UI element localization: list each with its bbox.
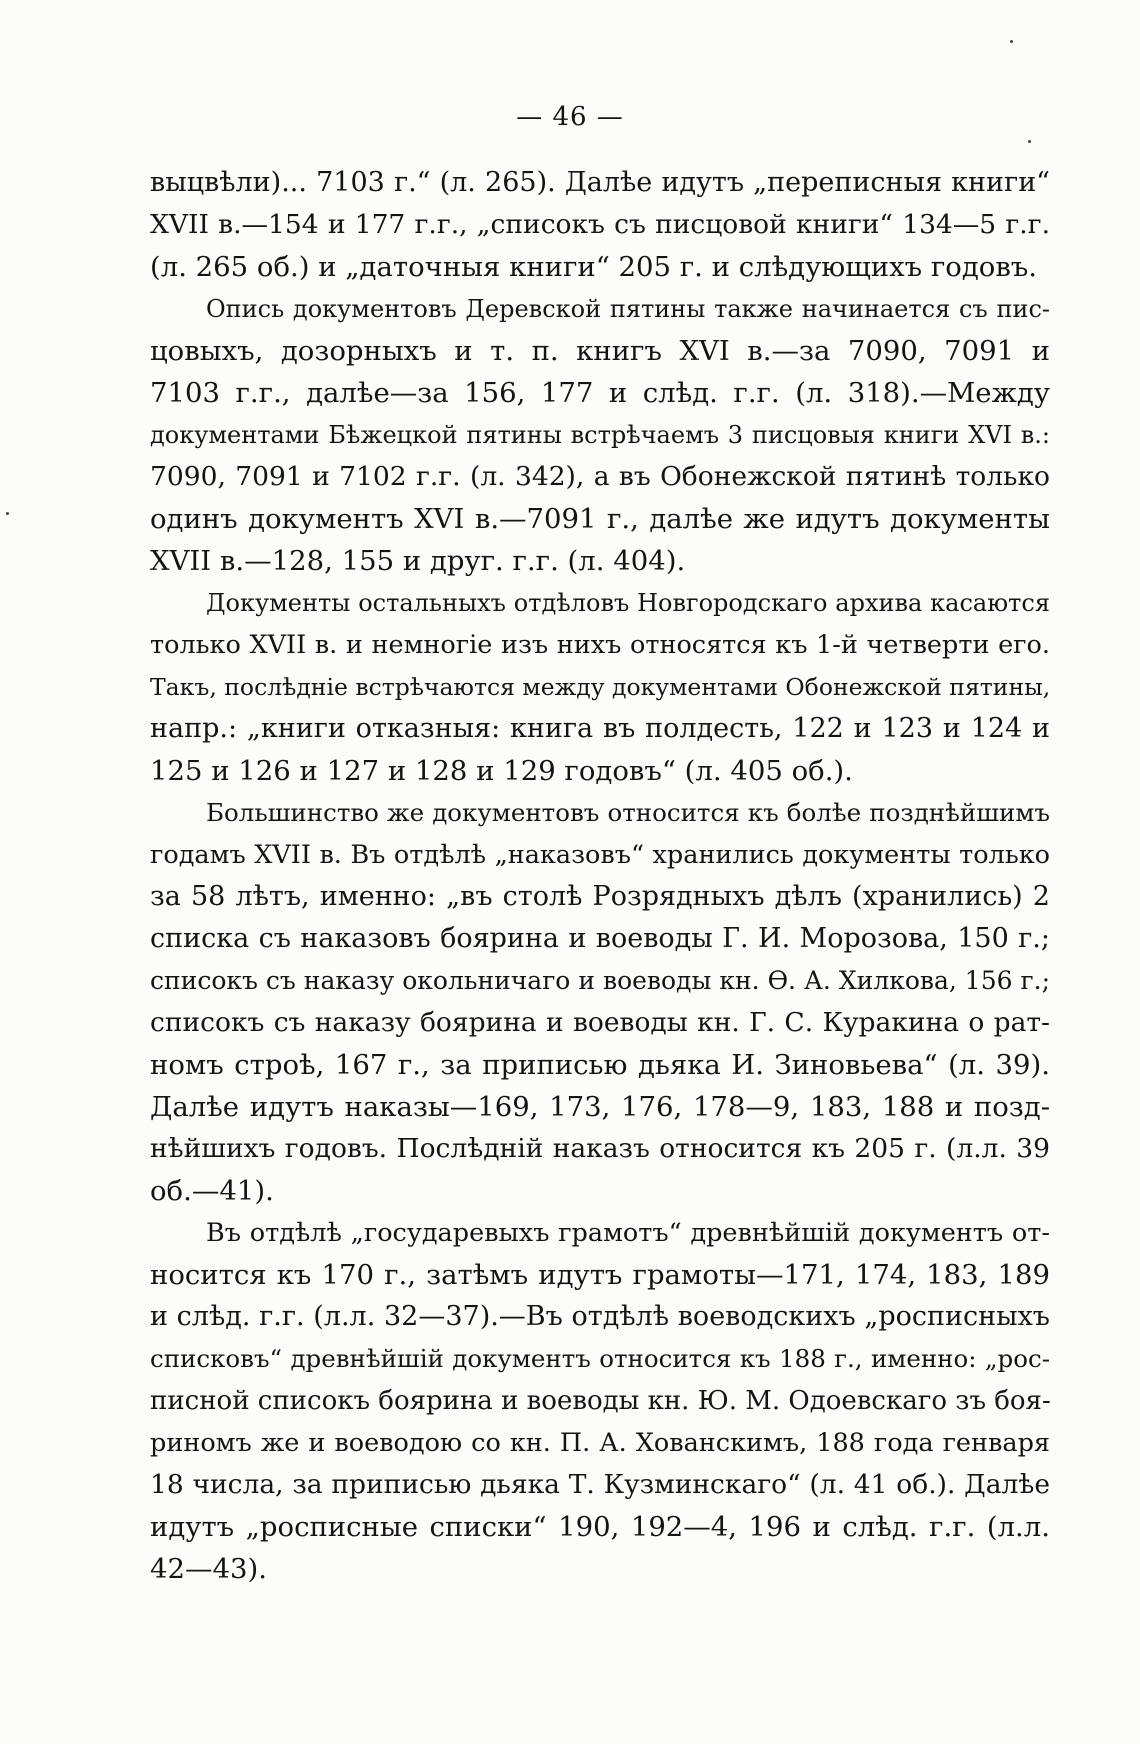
text-line: Опись документовъ Деревской пятины также начинается съ пис-: [206, 295, 1050, 323]
text-line: напр.: „книги отказныя: книга въ полдесть, 122 и 123 и 124 и: [150, 713, 1050, 744]
text-line: риномъ же и воеводою со кн. П. А. Хованскимъ, 188 года генваря: [150, 1428, 1050, 1458]
text-line: номъ строѣ, 167 г., за приписью дьяка И. Зиновьева“ (л. 39).: [150, 1049, 1050, 1081]
text-line: выцвѣли)... 7103 г.“ (л. 265). Далѣе идутъ „переписныя книги“: [150, 167, 1050, 198]
text-line: Въ отдѣлѣ „государевыхъ грамотъ“ древнѣйшій документъ от-: [206, 1218, 1050, 1248]
text-line: годамъ XVII в. Въ отдѣлѣ „наказовъ“ хранились документы только: [150, 840, 1050, 870]
text-line: списокъ съ наказу боярина и воеводы кн. Г. С. Куракина о рат-: [150, 1007, 1050, 1038]
text-line: цовыхъ, дозорныхъ и т. п. книгъ XVI в.—за 7090, 7091 и: [150, 335, 1050, 367]
page-number: — 46 —: [516, 102, 624, 132]
paragraph: [150, 162, 1050, 288]
text-line: Далѣе идутъ наказы—169, 173, 176, 178—9, 183, 188 и позд-: [150, 1091, 1050, 1123]
paragraph: [150, 792, 1050, 1212]
text-line: 18 числа, за приписью дьяка Т. Кузминскаго“ (л. 41 об.). Далѣе: [150, 1469, 1050, 1500]
text-line: списка съ наказовъ боярина и воеводы Г. И. Морозова, 150 г.;: [150, 923, 1050, 954]
text-line: 7090, 7091 и 7102 г.г. (л. 342), а въ Обонежской пятинѣ только: [150, 461, 1050, 492]
text-line: носится къ 170 г., затѣмъ идутъ грамоты—171, 174, 183, 189: [150, 1259, 1050, 1291]
paragraph: [150, 288, 1050, 582]
text-line: Большинство же документовъ относится къ болѣе позднѣйшимъ: [206, 798, 1050, 827]
paragraph: [150, 1212, 1050, 1590]
text-line: об.—41).: [150, 1175, 274, 1207]
text-line: списковъ“ древнѣйшій документъ относится къ 188 г., именно: „рос-: [150, 1344, 1050, 1373]
text-line: 42—43).: [150, 1553, 267, 1585]
text-line: 7103 г.г., далѣе—за 156, 177 и слѣд. г.г. (л. 318).—Между: [150, 377, 1050, 409]
text-line: только XVII в. и немногіе изъ нихъ относятся къ 1-й четверти его.: [150, 630, 1050, 660]
text-line: за 58 лѣтъ, именно: „въ столѣ Розрядныхъ дѣлъ (хранились) 2: [150, 881, 1050, 912]
text-line: одинъ документъ XVI в.—7091 г., далѣе же идутъ документы: [150, 503, 1050, 535]
text-line: 125 и 126 и 127 и 128 и 129 годовъ“ (л. 405 об.).: [150, 755, 853, 787]
scan-speck: [1028, 140, 1031, 143]
paragraph: [150, 582, 1050, 792]
text-line: документами Бѣжецкой пятины встрѣчаемъ 3 писцовыя книги XVI в.:: [150, 421, 1050, 449]
text-line: Такъ, послѣдніе встрѣчаются между документами Обонежской пятины,: [150, 673, 1051, 701]
text-line: Документы остальныхъ отдѣловъ Новгородскаго архива касаются: [206, 589, 1050, 617]
text-line: идутъ „росписные списки“ 190, 192—4, 196 и слѣд. г.г. (л.л.: [150, 1511, 1050, 1543]
text-line: (л. 265 об.) и „даточныя книги“ 205 г. и слѣдующихъ годовъ.: [150, 251, 1038, 283]
text-line: XVII в.—128, 155 и друг. г.г. (л. 404).: [150, 545, 686, 577]
page-text: [150, 162, 1050, 1590]
text-line: писной списокъ боярина и воеводы кн. Ю. М. Одоевскаго зъ боя-: [150, 1386, 1051, 1416]
text-line: списокъ съ наказу окольничаго и воеводы кн. Ѳ. А. Хилкова, 156 г.;: [150, 966, 1050, 995]
text-line: XVII в.—154 и 177 г.г., „списокъ съ писцовой книги“ 134—5 г.г.: [150, 209, 1050, 240]
text-line: нѣйшихъ годовъ. Послѣдній наказъ относится къ 205 г. (л.л. 39: [150, 1133, 1050, 1164]
scan-speck: [1010, 40, 1013, 43]
text-line: и слѣд. г.г. (л.л. 32—37).—Въ отдѣлѣ воеводскихъ „росписныхъ: [150, 1301, 1050, 1332]
scan-speck: [6, 512, 9, 515]
